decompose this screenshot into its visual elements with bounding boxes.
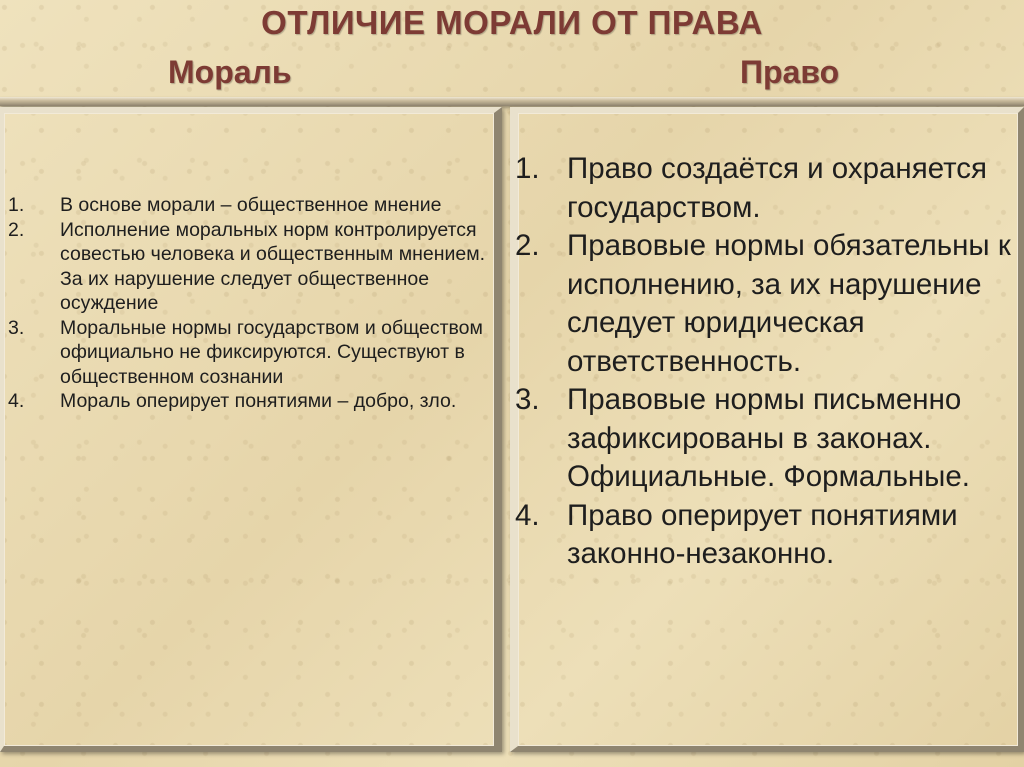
- morality-heading: Мораль: [168, 54, 292, 90]
- list-text: Мораль оперирует понятиями – добро, зло.: [60, 390, 457, 412]
- list-text: Правовые нормы обязательны к исполнению, за их нарушение следует юридическая ответственность.: [567, 229, 1011, 378]
- morality-item: [8, 193, 498, 218]
- list-number: 3.: [8, 316, 25, 339]
- list-number: 2.: [515, 229, 540, 262]
- list-text: Моральные нормы государством и обществом официально не фиксируются. Существуют в общественном сознании: [60, 316, 483, 388]
- law-item: [515, 381, 1015, 497]
- law-heading: Право: [740, 54, 840, 90]
- list-text: Правовые нормы письменно зафиксированы в законах. Официальные. Формальные.: [567, 383, 970, 493]
- morality-item: [8, 316, 498, 390]
- list-text: Исполнение моральных норм контролируется совестью человека и общественным мнением. За их нарушение следует общественное осуждение: [60, 218, 486, 314]
- morality-item: [8, 218, 498, 316]
- list-text: В основе морали – общественное мнение: [60, 194, 442, 216]
- law-item: [515, 227, 1015, 381]
- list-number: 3.: [515, 383, 540, 416]
- slide-title: ОТЛИЧИЕ МОРАЛИ ОТ ПРАВА: [261, 4, 763, 41]
- morality-item: [8, 389, 498, 414]
- list-text: Право создаётся и охраняется государством.: [567, 152, 988, 224]
- list-number: 1.: [8, 194, 25, 216]
- slide-header: [0, 0, 1024, 100]
- list-number: 1.: [515, 152, 540, 185]
- list-number: 2.: [8, 218, 25, 241]
- list-number: 4.: [515, 498, 540, 532]
- list-number: 4.: [8, 390, 25, 412]
- law-item: [515, 150, 1015, 227]
- law-item: [515, 497, 1015, 574]
- header-divider: [0, 97, 1024, 106]
- morality-list: [8, 193, 498, 414]
- list-text: Право оперирует понятиями законно-незаконно.: [567, 498, 958, 570]
- law-list: [515, 150, 1015, 574]
